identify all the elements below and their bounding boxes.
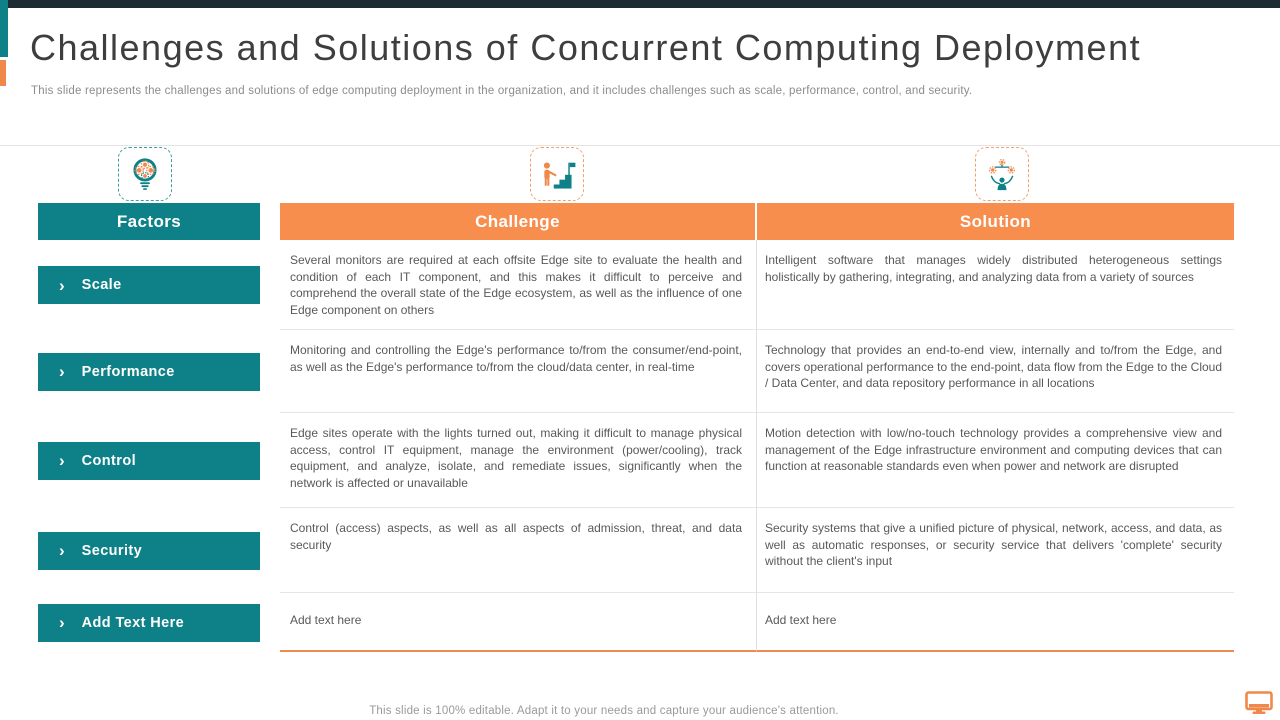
- slide-subtitle: This slide represents the challenges and solutions of edge computing deployment in the organization, and it includes challenges such as scale, performance, control, and security.: [31, 85, 973, 97]
- solution-cell-performance: Technology that provides an end-to-end view, internally and to/from the Edge, and covers operational performance to the end-point, data flow from the Edge to the Cloud / Data Center, and data repository performance in all locations: [757, 330, 1234, 413]
- factor-button-performance: [38, 353, 260, 391]
- chevron-right-icon: ›: [59, 362, 65, 381]
- factor-label: Scale: [81, 277, 122, 293]
- challenge-stairs-flag-icon: [530, 147, 584, 201]
- challenge-cell-security: Control (access) aspects, as well as all aspects of admission, threat, and data security: [280, 508, 757, 593]
- factor-label: Add Text Here: [81, 614, 185, 631]
- challenge-cell-scale: Several monitors are required at each offsite Edge site to evaluate the health and condition of each IT component, and this makes it difficult to perceive and comprehend the overall state of the Edge ecosystem, as well as the influence of one Edge component on others: [280, 240, 757, 330]
- chevron-right-icon: ›: [59, 613, 65, 632]
- solution-balance-gears-icon: [975, 147, 1029, 201]
- top-strip-decoration: [0, 0, 1280, 8]
- challenge-cell-control: Edge sites operate with the lights turned out, making it difficult to manage physical access, control IT equipment, manage the environment (power/cooling), track equipment, and analyze, isolate, and remediate issues, significantly when the network is affected or unavailable: [280, 413, 757, 508]
- factor-button-security: [38, 532, 260, 570]
- chevron-right-icon: ›: [59, 451, 65, 470]
- factors-table: [38, 203, 1234, 652]
- factor-label: Performance: [81, 363, 175, 380]
- factor-row-placeholder: [38, 593, 260, 652]
- factors-column-header: Factors: [38, 203, 260, 240]
- challenge-column-header: Challenge: [280, 203, 757, 240]
- challenge-cell-placeholder: Add text here: [280, 593, 757, 652]
- solution-cell-scale: Intelligent software that manages widely distributed heterogeneous settings holistically by gathering, integrating, and analyzing data from a variety of sources: [757, 240, 1234, 330]
- factor-label: Security: [81, 542, 143, 559]
- solution-cell-placeholder: Add text here: [757, 593, 1234, 652]
- chevron-right-icon: ›: [59, 275, 65, 295]
- factor-button-control: [38, 442, 260, 480]
- left-accent-bar-teal: [0, 0, 8, 57]
- challenge-cell-performance: Monitoring and controlling the Edge's performance to/from the consumer/end-point, as well as the Edge's performance to/from the cloud/data center, in real-time: [280, 330, 757, 413]
- editable-note: This slide is 100% editable. Adapt it to your needs and capture your audience's attention.: [369, 705, 839, 717]
- factor-row-security: [38, 508, 260, 593]
- chevron-right-icon: ›: [59, 541, 65, 560]
- left-accent-bar-orange: [0, 60, 6, 86]
- solution-cell-security: Security systems that give a unified picture of physical, network, access, and data, as well as automatic responses, or security service that delivers 'complete' security without the client's input: [757, 508, 1234, 593]
- factor-label: Control: [81, 452, 137, 469]
- factor-button-placeholder: [38, 604, 260, 642]
- factor-row-scale: [38, 240, 260, 330]
- solution-cell-control: Motion detection with low/no-touch technology provides a comprehensive view and management of the Edge infrastructure environment and computing devices that can function at reasonable standards even when power and network are disrupted: [757, 413, 1234, 508]
- monitor-icon: [1245, 691, 1273, 715]
- header-divider-line: [0, 145, 1280, 146]
- idea-bulb-gears-icon: [118, 147, 172, 201]
- factor-button-scale: [38, 266, 260, 304]
- solution-column-header: Solution: [757, 203, 1234, 240]
- slide-title: Challenges and Solutions of Concurrent Computing Deployment: [30, 27, 1142, 68]
- factor-row-control: [38, 413, 260, 508]
- factor-row-performance: [38, 330, 260, 413]
